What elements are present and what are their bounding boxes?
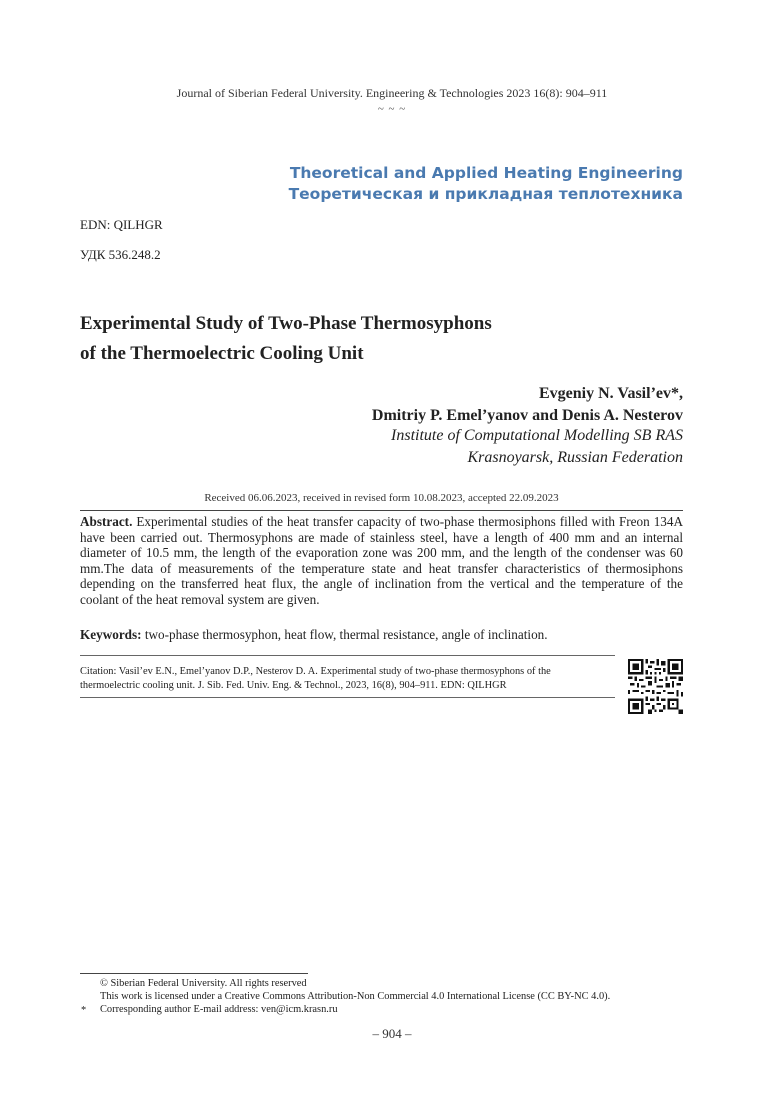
abstract <box>80 514 683 608</box>
page-number: – 904 – <box>372 1026 412 1041</box>
abstract-text: Experimental studies of the heat transfer capacity of two-phase thermosiphons filled with Freon 134A have been carried out. Thermosyphons are made of stainless steel, have a length of 400 mm and an internal diameter of 10.5 mm, the length of the evaporation zone was 200 mm, and the length of the condenser was 60 mm.The data of measurements of the temperature state and heat transfer characteristics of thermosiphons depending on the transferred heat flux, the angle of inclination from the vertical and the temperature of the coolant of the heat removal system are given. <box>80 514 683 607</box>
udk-code: УДК 536.248.2 <box>80 247 161 262</box>
citation <box>80 665 617 692</box>
copyright-notice: © Siberian Federal University. All rights reserved <box>100 978 307 989</box>
divider <box>80 697 615 698</box>
received-dates: Received 06.06.2023, received in revised form 10.08.2023, accepted 22.09.2023 <box>204 492 559 504</box>
header-ornament: ~ ~ ~ <box>377 103 407 115</box>
footnote-divider <box>80 973 308 974</box>
section-title-ru: Теоретическая и прикладная теплотехника <box>288 185 683 203</box>
authors-line-1: Evgeniy N. Vasil’ev*, <box>538 385 683 402</box>
abstract-label: Abstract. <box>80 514 133 529</box>
divider <box>80 510 683 511</box>
corresponding-author-email: Corresponding author E-mail address: ven@icm.krasn.ru <box>100 1004 338 1015</box>
keywords <box>80 627 683 643</box>
edn-code: EDN: QILHGR <box>80 217 163 232</box>
citation-line-1: Citation: Vasil’ev E.N., Emel’yanov D.P., Nesterov D. A. Experimental study of two-phase thermosyphons of the <box>80 666 551 677</box>
qr-code-icon[interactable] <box>628 659 683 714</box>
keywords-label: Keywords: <box>80 627 142 642</box>
author-affiliation: Institute of Computational Modelling SB RAS <box>391 427 683 444</box>
keywords-text: two-phase thermosyphon, heat flow, thermal resistance, angle of inclination. <box>144 627 548 642</box>
paper-title-line-2: of the Thermoelectric Cooling Unit <box>80 343 364 364</box>
journal-header: Journal of Siberian Federal University. Engineering & Technologies 2023 16(8): 904–911 <box>176 86 608 100</box>
footnote-star: * <box>81 1005 87 1016</box>
divider <box>80 655 615 656</box>
license-notice: This work is licensed under a Creative Commons Attribution-Non Commercial 4.0 International License (CC BY-NC 4.0). <box>100 991 611 1002</box>
citation-line-2: thermoelectric cooling unit. J. Sib. Fed. Univ. Eng. & Technol., 2023, 16(8), 904–911. EDN: QILHGR <box>80 679 507 691</box>
author-location: Krasnoyarsk, Russian Federation <box>467 449 683 466</box>
paper-title-line-1: Experimental Study of Two-Phase Thermosyphons <box>80 313 492 334</box>
section-title-en: Theoretical and Applied Heating Engineering <box>289 164 683 182</box>
authors-line-2: Dmitriy P. Emel’yanov and Denis A. Nesterov <box>371 407 683 424</box>
